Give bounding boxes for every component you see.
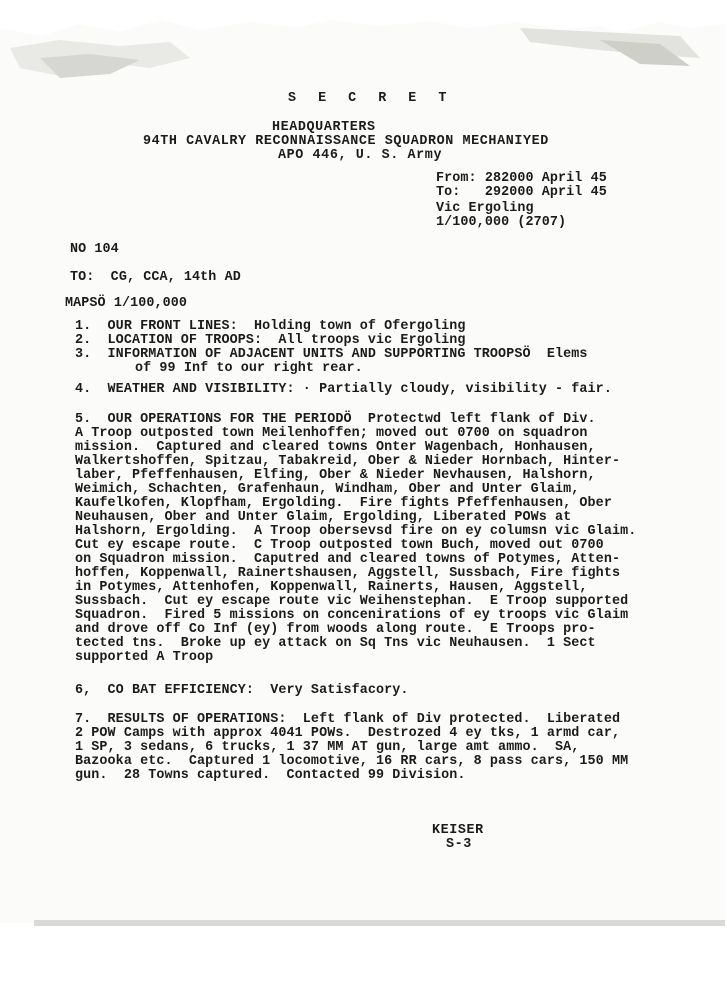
results-line: 1 SP, 3 sedans, 6 trucks, 1 37 MM AT gun, large amt ammo. SA, (75, 740, 580, 755)
results-line: gun. 28 Towns captured. Contacted 99 Division. (75, 768, 466, 783)
results-line: 7. RESULTS OF OPERATIONS: Left flank of Div protected. Liberated (75, 712, 621, 727)
operations-line: Walkertshoffen, Spitzau, Tabakreid, Ober & Nieder Hornbach, Hinter- (75, 454, 621, 469)
operations-line: Halshorn, Ergolding. A Troop obersevsd fire on ey columsn vic Glaim. (75, 524, 637, 539)
operations-line: Weimich, Schachten, Grafenhaun, Windham, Ober and Unter Glaim, (75, 482, 580, 497)
signature-name: KEISER (432, 823, 484, 838)
apo-heading: APO 446, U. S. Army (278, 148, 443, 163)
unit-heading: 94TH CAVALRY RECONNAISSANCE SQUADRON MECHANIYED (143, 134, 549, 149)
addressee: TO: CG, CCA, 14th AD (70, 270, 241, 285)
operations-line: Sussbach. Cut ey escape route vic Weihenstephan. E Troop supported (75, 594, 629, 609)
torn-edge-damage (0, 18, 725, 88)
operations-line: supported A Troop (75, 650, 214, 665)
operations-line: Kaufelkofen, Klopfham, Ergolding. Fire fights Pfeffenhausen, Ober (75, 496, 612, 511)
operations-line: A Troop outposted town Meilenhoffen; moved out 0700 on squadron (75, 426, 588, 441)
operations-line: and drove off Co Inf (ey) from woods along route. E Troops pro- (75, 622, 596, 637)
operations-line: tected tns. Broke up ey attack on Sq Tns vic Neuhausen. 1 Sect (75, 636, 596, 651)
classification-marking: S E C R E T (288, 91, 454, 106)
paragraph-location: 2. LOCATION OF TROOPS: All troops vic Ergoling (75, 333, 466, 348)
period-place: Vic Ergoling (436, 201, 534, 216)
operations-line: Neuhausen, Ober and Unter Glaim, Ergolding, Liberated POWs at (75, 510, 572, 525)
operations-line: hoffen, Koppenwall, Rainertshausen, Aggstell, Sussbach, Fire fights (75, 566, 621, 581)
operations-line: Squadron. Fired 5 missions on concenirations of ey troops vic Glaim (75, 608, 629, 623)
signature-title: S-3 (446, 837, 472, 852)
period-from: From: 282000 April 45 (436, 171, 607, 186)
operations-line: laber, Pfeffenhausen, Elfing, Ober & Nieder Nevhausen, Halshorn, (75, 468, 596, 483)
results-line: Bazooka etc. Captured 1 locomotive, 16 RR cars, 8 pass cars, 150 MM (75, 754, 629, 769)
operations-line: 5. OUR OPERATIONS FOR THE PERIODÖ Protectwd left flank of Div. (75, 412, 596, 427)
report-number: NO 104 (70, 242, 119, 257)
operations-line: on Squadron mission. Caputred and cleared towns of Potymes, Atten- (75, 552, 621, 567)
headquarters-heading: HEADQUARTERS (272, 120, 376, 135)
operations-line: in Potymes, Attenhofen, Koppenwall, Rainerts, Hausen, Aggstell, (75, 580, 588, 595)
results-line: 2 POW Camps with approx 4041 POWs. Destrozed 4 ey tks, 1 armd car, (75, 726, 621, 741)
maps-reference: MAPSÖ 1/100,000 (65, 296, 188, 311)
operations-line: Cut ey escape route. C Troop outposted town Buch, moved out 0700 (75, 538, 604, 553)
paragraph-adjacent-units: 3. INFORMATION OF ADJACENT UNITS AND SUPPORTING TROOPSÖ Elems (75, 347, 588, 362)
sheet-shadow (34, 920, 725, 926)
paragraph-combat-efficiency: 6, CO BAT EFFICIENCY: Very Satisfacory. (75, 683, 409, 698)
paragraph-weather: 4. WEATHER AND VISIBILITY: · Partially cloudy, visibility - fair. (75, 382, 612, 397)
paragraph-adjacent-units-cont: of 99 Inf to our right rear. (135, 361, 363, 376)
period-map: 1/100,000 (2707) (436, 215, 567, 230)
period-to: To: 292000 April 45 (436, 185, 607, 200)
paragraph-front-lines: 1. OUR FRONT LINES: Holding town of Ofergoling (75, 319, 466, 334)
operations-line: mission. Captured and cleared towns Onter Wagenbach, Honhausen, (75, 440, 596, 455)
